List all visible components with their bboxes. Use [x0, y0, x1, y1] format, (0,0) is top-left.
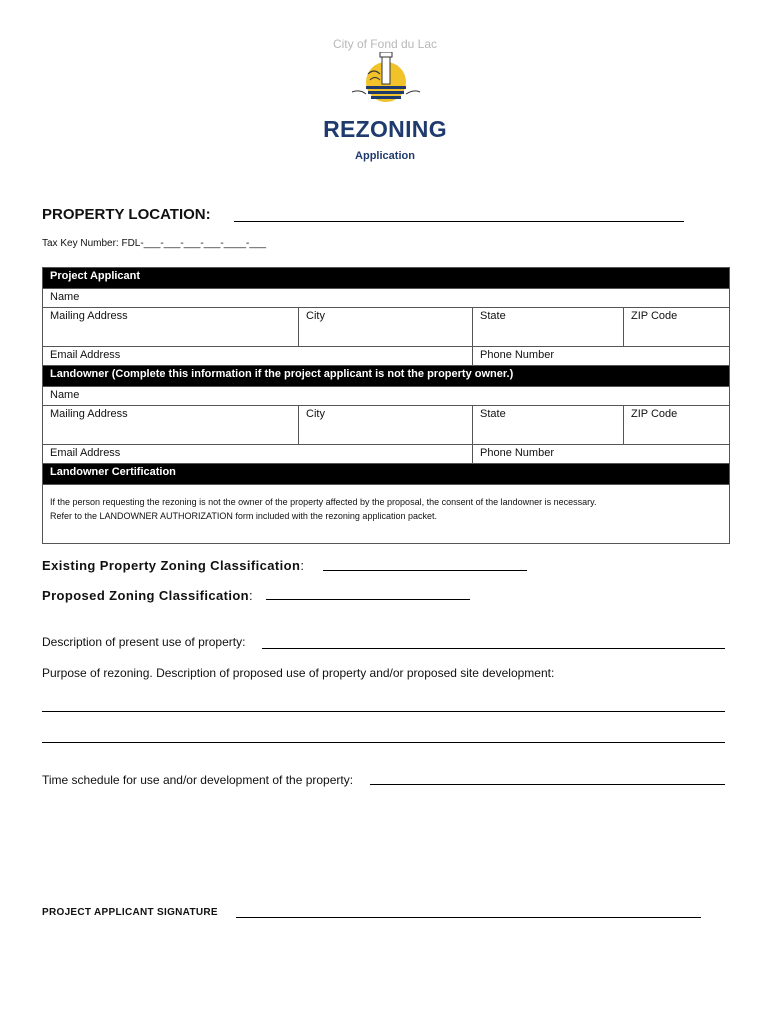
purpose-field-line-2[interactable]: [42, 742, 725, 743]
city-name: City of Fond du Lac: [332, 37, 438, 51]
applicant-name-field[interactable]: Name: [43, 289, 730, 308]
landowner-mailing-address-field[interactable]: Mailing Address: [43, 406, 299, 445]
landowner-phone-field[interactable]: Phone Number: [473, 445, 730, 464]
existing-zoning-field[interactable]: [323, 570, 527, 571]
signature-label: PROJECT APPLICANT SIGNATURE: [42, 907, 218, 918]
signature-field[interactable]: [236, 917, 701, 918]
city-logo: [348, 52, 424, 113]
certification-line-2: Refer to the LANDOWNER AUTHORIZATION form included with the rezoning application packet.: [50, 511, 437, 521]
existing-zoning-text: Existing Property Zoning Classification: [42, 558, 301, 573]
landowner-email-field[interactable]: Email Address: [43, 445, 473, 464]
document-title: REZONING: [323, 116, 447, 142]
purpose-field-line-1[interactable]: [42, 711, 725, 712]
landowner-certification-header: Landowner Certification: [43, 464, 730, 485]
property-location-label: PROPERTY LOCATION:: [42, 206, 211, 223]
time-schedule-field[interactable]: [370, 784, 725, 785]
proposed-zoning-colon: :: [249, 588, 254, 603]
landowner-header: Landowner (Complete this information if the project applicant is not the property owner.): [43, 366, 730, 387]
landowner-city-field[interactable]: City: [299, 406, 473, 445]
applicant-zip-field[interactable]: ZIP Code: [624, 308, 730, 347]
landowner-zip-field[interactable]: ZIP Code: [624, 406, 730, 445]
proposed-zoning-label: [42, 588, 253, 603]
existing-zoning-colon: :: [300, 558, 305, 573]
tax-key-number[interactable]: Tax Key Number: FDL-___-___-___-___-____-___: [42, 238, 267, 249]
property-location-field[interactable]: [234, 221, 684, 222]
applicant-city-field[interactable]: City: [299, 308, 473, 347]
landowner-name-field[interactable]: Name: [43, 387, 730, 406]
applicant-mailing-address-field[interactable]: Mailing Address: [43, 308, 299, 347]
applicant-state-field[interactable]: State: [473, 308, 624, 347]
present-use-field[interactable]: [262, 648, 725, 649]
applicant-form-table: [42, 267, 730, 544]
time-schedule-label: Time schedule for use and/or development of the property:: [42, 773, 354, 787]
landowner-state-field[interactable]: State: [473, 406, 624, 445]
applicant-phone-field[interactable]: Phone Number: [473, 347, 730, 366]
proposed-zoning-text: Proposed Zoning Classification: [42, 588, 250, 603]
present-use-label: Description of present use of property:: [42, 635, 246, 649]
proposed-zoning-field[interactable]: [266, 599, 470, 600]
purpose-label: Purpose of rezoning. Description of proposed use of property and/or proposed site development:: [42, 666, 555, 680]
certification-line-1: If the person requesting the rezoning is not the owner of the property affected by the proposal, the consent of the landowner is necessary.: [50, 497, 597, 507]
landowner-certification-text: [43, 485, 730, 544]
existing-zoning-label: [42, 558, 304, 573]
project-applicant-header: Project Applicant: [43, 268, 730, 289]
document-subtitle: Application: [355, 150, 415, 162]
applicant-email-field[interactable]: Email Address: [43, 347, 473, 366]
